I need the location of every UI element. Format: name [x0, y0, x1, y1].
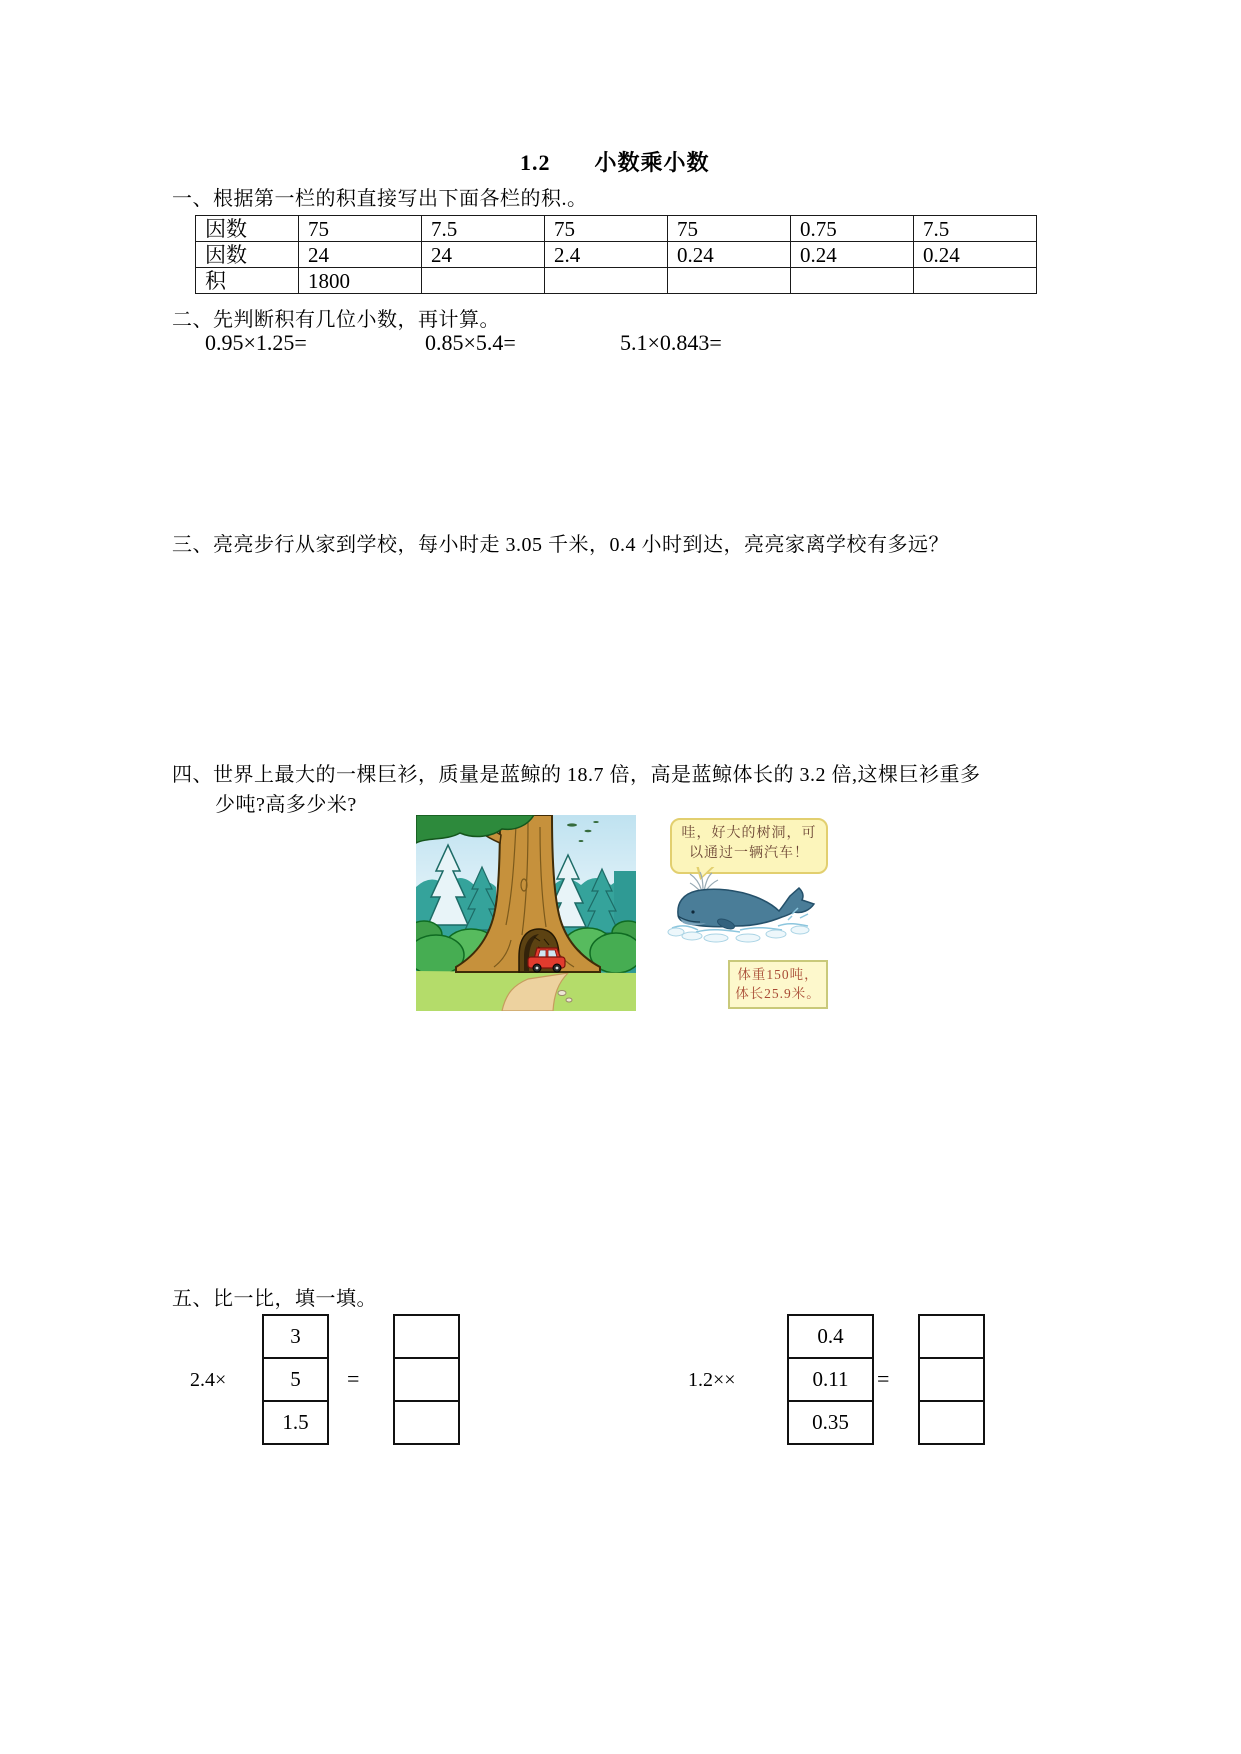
q5-left-answer-boxes: [393, 1314, 456, 1445]
lesson-title: 小数乘小数: [594, 150, 710, 175]
q1-products-table: [195, 215, 1037, 294]
question-2-heading: 二、先判断积有几位小数，再计算。: [172, 309, 500, 331]
table-cell: 1800: [299, 268, 422, 294]
answer-blank-cell: [545, 268, 668, 294]
answer-box: [918, 1357, 985, 1402]
q5-right-operand-boxes: [787, 1314, 870, 1445]
row-label-cell: 因数: [196, 216, 299, 242]
lesson-number: 1.2: [520, 150, 551, 175]
speech-bubble-line2: 以通过一辆汽车！: [689, 846, 809, 861]
operand-box: 0.4: [787, 1314, 874, 1359]
multiplication-expression: 0.95×1.25=: [205, 330, 307, 355]
row-label-cell: 因数: [196, 242, 299, 268]
q5-left-multiplier: 2.4×: [190, 1369, 227, 1391]
page-title: [520, 146, 710, 177]
table-cell: 7.5: [914, 216, 1037, 242]
question-3-heading: 三、亮亮步行从家到学校，每小时走 3.05 千米，0.4 小时到达，亮亮家离学校有多远？: [172, 534, 949, 556]
table-row: [196, 242, 1037, 268]
row-label-cell: 积: [196, 268, 299, 294]
table-row: [196, 268, 1037, 294]
answer-blank-cell: [914, 268, 1037, 294]
multiplication-expression: 5.1×0.843=: [620, 330, 722, 355]
table-row: [196, 216, 1037, 242]
question-5-heading: 五、比一比，填一填。: [172, 1288, 377, 1310]
whale-speech-bubble: [670, 818, 828, 874]
answer-box: [393, 1400, 460, 1445]
answer-box: [393, 1314, 460, 1359]
operand-box: 0.35: [787, 1400, 874, 1445]
table-cell: 0.75: [791, 216, 914, 242]
question-4-illustration: [416, 812, 828, 1014]
answer-box: [918, 1400, 985, 1445]
q5-right-equals-sign: =: [877, 1366, 890, 1391]
operand-box: 3: [262, 1314, 329, 1359]
table-cell: 0.24: [791, 242, 914, 268]
question-4-heading-line2: 少吨?高多少米?: [215, 794, 357, 816]
table-cell: 24: [299, 242, 422, 268]
question-1-heading: 一、根据第一栏的积直接写出下面各栏的积.。: [172, 188, 588, 210]
sequoia-tree-car-image: [416, 815, 636, 1011]
blue-whale-image: [666, 870, 816, 950]
table-cell: 24: [422, 242, 545, 268]
q5-left-equals-sign: =: [347, 1366, 360, 1391]
whale-stats-label: [728, 960, 828, 1009]
answer-blank-cell: [668, 268, 791, 294]
table-cell: 7.5: [422, 216, 545, 242]
table-cell: 0.24: [914, 242, 1037, 268]
q5-right-answer-boxes: [918, 1314, 981, 1445]
table-cell: 75: [668, 216, 791, 242]
whale-length-text: 体长25.9米。: [735, 986, 821, 1001]
operand-box: 0.11: [787, 1357, 874, 1402]
table-cell: 75: [299, 216, 422, 242]
answer-box: [918, 1314, 985, 1359]
table-cell: 0.24: [668, 242, 791, 268]
answer-blank-cell: [422, 268, 545, 294]
whale-weight-text: 体重150吨，: [737, 967, 819, 982]
table-cell: 75: [545, 216, 668, 242]
speech-bubble-line1: 哇，好大的树洞，可: [681, 826, 817, 841]
answer-blank-cell: [791, 268, 914, 294]
q5-left-operand-boxes: [262, 1314, 325, 1445]
operand-box: 1.5: [262, 1400, 329, 1445]
question-4-heading-line1: 四、世界上最大的一棵巨衫，质量是蓝鲸的 18.7 倍，高是蓝鲸体长的 3.2 倍,这棵巨衫重多: [172, 764, 981, 786]
multiplication-expression: 0.85×5.4=: [425, 330, 516, 355]
answer-box: [393, 1357, 460, 1402]
table-cell: 2.4: [545, 242, 668, 268]
q5-right-multiplier: 1.2××: [688, 1369, 736, 1391]
operand-box: 5: [262, 1357, 329, 1402]
